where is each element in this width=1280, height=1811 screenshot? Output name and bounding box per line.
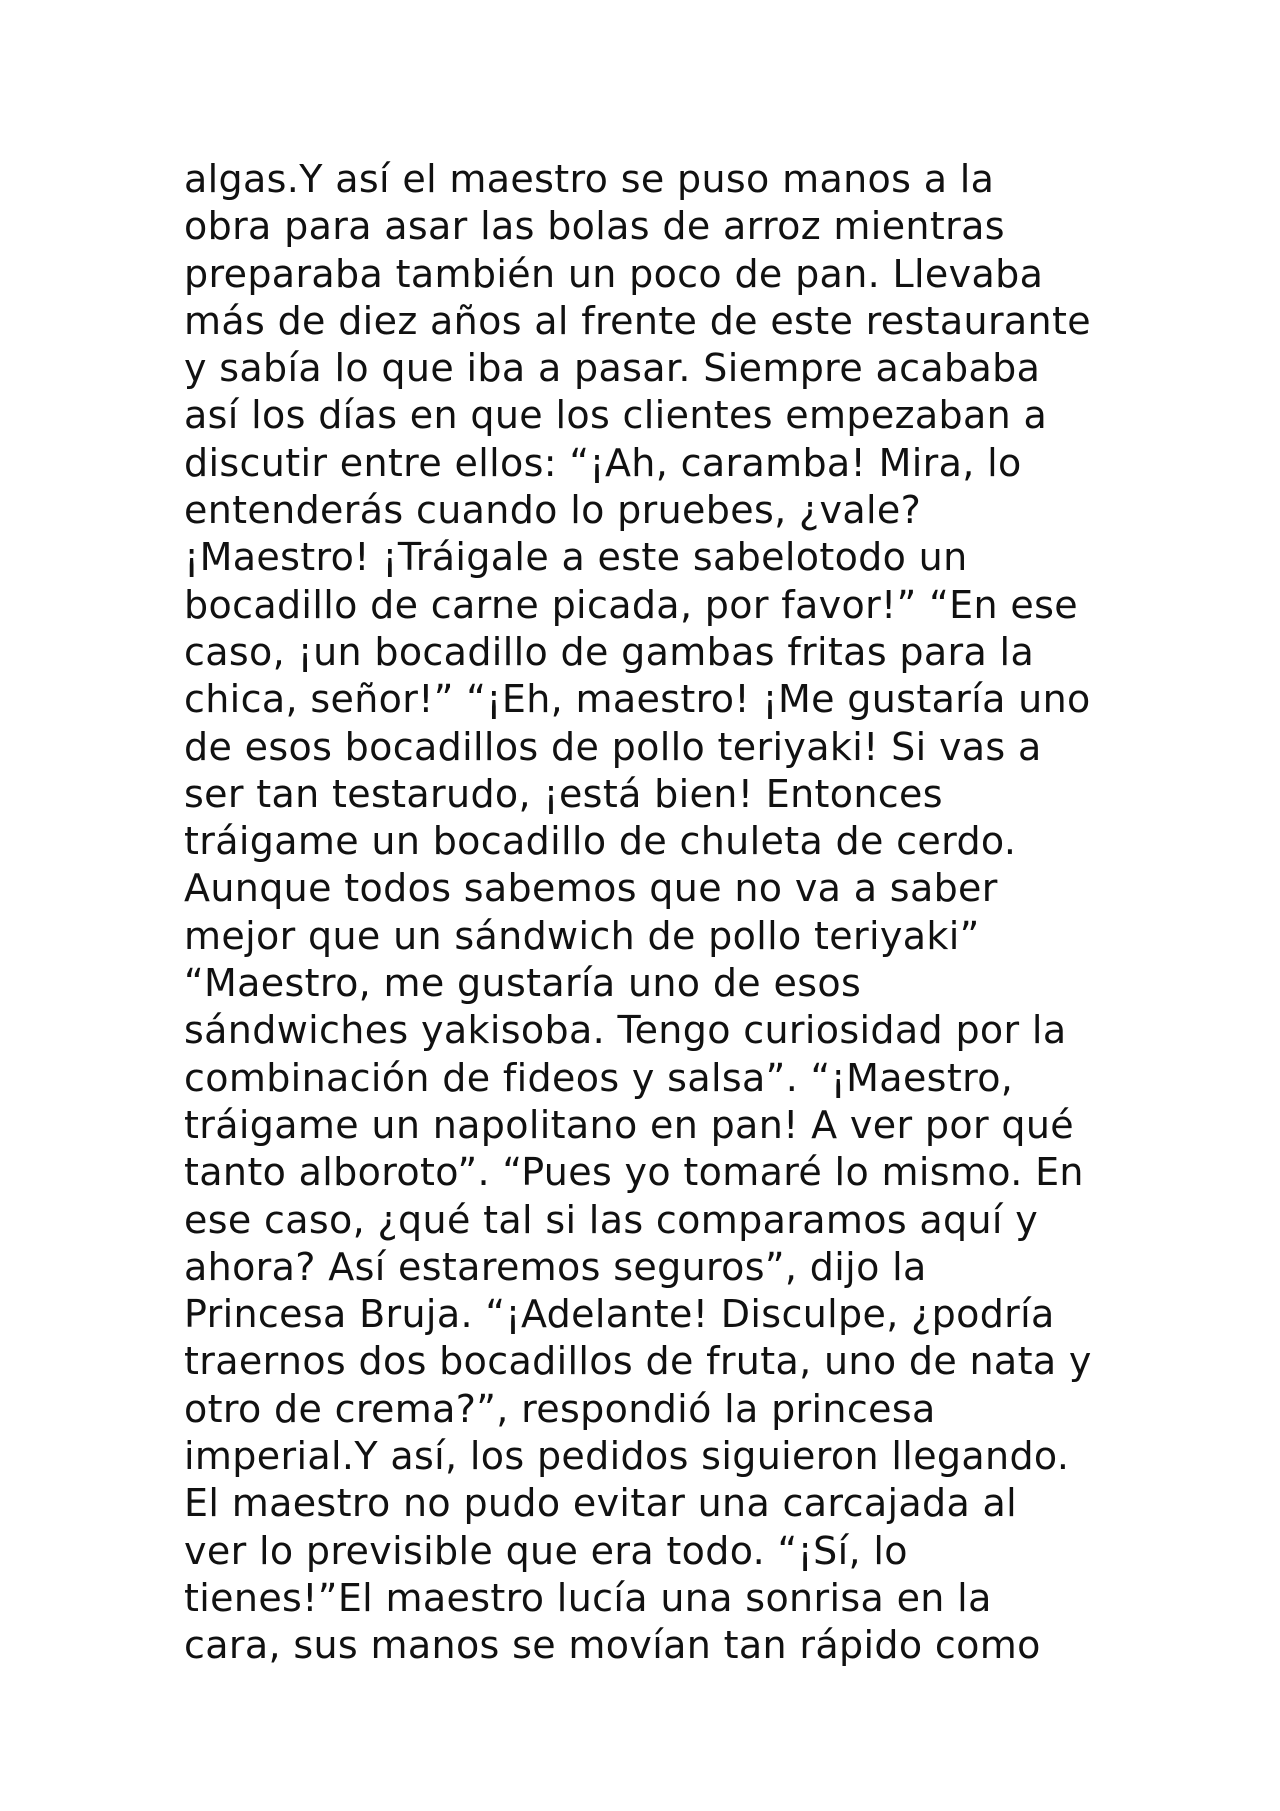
text-line: obra para asar las bolas de arroz mientras — [184, 204, 1005, 249]
text-line: combinación de fideos y salsa”. “¡Maestro, — [184, 1055, 1014, 1100]
text-line: chica, señor!” “¡Eh, maestro! ¡Me gustaría uno — [184, 677, 1091, 722]
text-line: tráigame un napolitano en pan! A ver por qué — [184, 1102, 1074, 1147]
text-line: así los días en que los clientes empezaban a — [184, 393, 1048, 438]
text-line: tienes!”El maestro lucía una sonrisa en la — [184, 1575, 992, 1620]
text-line: ¡Maestro! ¡Tráigale a este sabelotodo un — [184, 535, 968, 580]
text-line: otro de crema?”, respondió la princesa — [184, 1386, 936, 1431]
text-line: ver lo previsible que era todo. “¡Sí, lo — [184, 1528, 908, 1573]
text-line: cara, sus manos se movían tan rápido como — [184, 1623, 1041, 1668]
text-line: discutir entre ellos: “¡Ah, caramba! Mira, lo — [184, 440, 1022, 485]
text-line: El maestro no pudo evitar una carcajada al — [184, 1481, 1018, 1526]
text-line: algas.Y así el maestro se puso manos a la — [184, 157, 995, 201]
text-line: imperial.Y así, los pedidos siguieron llegando. — [184, 1434, 1070, 1479]
text-line: ahora? Así estaremos seguros”, dijo la — [184, 1244, 927, 1289]
text-line: traernos dos bocadillos de fruta, uno de nata y — [184, 1339, 1092, 1384]
text-line: entenderás cuando lo pruebes, ¿vale? — [184, 488, 922, 533]
text-line: sándwiches yakisoba. Tengo curiosidad por la — [184, 1008, 1067, 1053]
text-line: caso, ¡un bocadillo de gambas fritas para la — [184, 629, 1035, 674]
text-line: “Maestro, me gustaría uno de esos — [184, 961, 862, 1006]
text-line: Princesa Bruja. “¡Adelante! Disculpe, ¿podría — [184, 1292, 1055, 1337]
text-line: Aunque todos sabemos que no va a saber — [184, 866, 998, 911]
text-line: más de diez años al frente de este restaurante — [184, 298, 1091, 343]
text-line: preparaba también un poco de pan. Llevaba — [184, 251, 1044, 296]
body-text — [184, 156, 1124, 1670]
text-line: y sabía lo que iba a pasar. Siempre acababa — [184, 346, 1041, 391]
text-line: de esos bocadillos de pollo teriyaki! Si vas a — [184, 724, 1042, 769]
text-line: bocadillo de carne picada, por favor!” “En ese — [184, 582, 1078, 627]
text-line: mejor que un sándwich de pollo teriyaki” — [184, 913, 980, 958]
text-line: ser tan testarudo, ¡está bien! Entonces — [184, 771, 943, 816]
text-line: tráigame un bocadillo de chuleta de cerdo. — [184, 819, 1017, 864]
text-line: tanto alboroto”. “Pues yo tomaré lo mismo. En — [184, 1150, 1084, 1195]
text-line: ese caso, ¿qué tal si las comparamos aquí y — [184, 1197, 1039, 1242]
